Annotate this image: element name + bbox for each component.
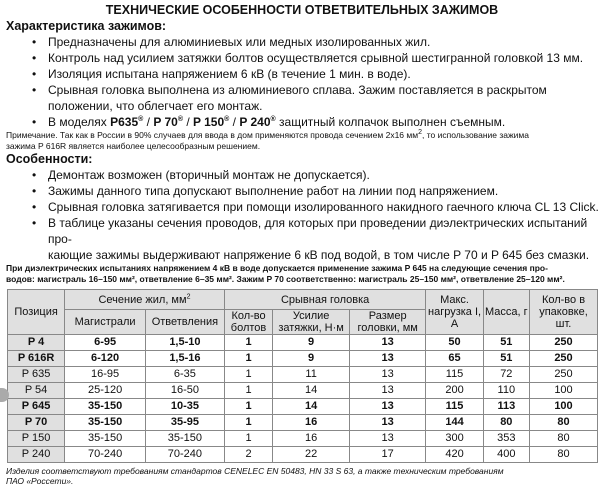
table-row xyxy=(8,351,598,367)
table-cell: 80 xyxy=(530,431,598,447)
table-cell: 80 xyxy=(530,447,598,463)
header-head-group: Срывная головка xyxy=(224,290,426,310)
table-cell: 11 xyxy=(273,367,350,383)
table-cell: 13 xyxy=(349,351,426,367)
table-cell: 10-35 xyxy=(146,399,225,415)
table-cell: 1,5-16 xyxy=(146,351,225,367)
table-row xyxy=(8,383,598,399)
table-cell-position: P 70 xyxy=(8,415,65,431)
table-cell: 250 xyxy=(530,351,598,367)
table-cell: 72 xyxy=(483,367,529,383)
table-cell: 115 xyxy=(426,399,483,415)
list-item: • Зажимы данного типа допускают выполнение работ на линии под напряжением. xyxy=(30,183,604,199)
list-item: • Контроль над усилием затяжки болтов осуществляется срывной шестигранной головкой 13 мм. xyxy=(30,50,604,66)
header-bolts: Кол-во болтов xyxy=(224,310,273,335)
table-cell: 13 xyxy=(349,335,426,351)
model-p240: P 240® xyxy=(239,115,276,129)
table-cell: 1 xyxy=(224,335,273,351)
list-item xyxy=(30,82,604,114)
table-cell: 353 xyxy=(483,431,529,447)
table-cell: 70-240 xyxy=(65,447,146,463)
table-row xyxy=(8,399,598,415)
list-item-text: Срывная головка выполнена из алюминиевого сплава. Зажим поставляется в раскрытом xyxy=(48,83,547,97)
table-cell: 200 xyxy=(426,383,483,399)
model-p150: P 150® xyxy=(193,115,230,129)
table-cell-position: P 54 xyxy=(8,383,65,399)
features-list xyxy=(0,167,604,263)
table-cell: 400 xyxy=(483,447,529,463)
header-mass: Масса, г xyxy=(483,290,529,335)
header-main: Магистрали xyxy=(65,310,146,335)
list-item: • Изоляция испытана напряжением 6 кВ (в течение 1 мин. в воде). xyxy=(30,66,604,82)
table-cell: 144 xyxy=(426,415,483,431)
spec-table xyxy=(7,289,598,463)
header-torque: Усилие затяжки, Н·м xyxy=(273,310,350,335)
table-row xyxy=(8,415,598,431)
table-row xyxy=(8,367,598,383)
list-item: • Срывная головка затягивается при помощи изолированного накидного гаечного ключа CL 13 Click. xyxy=(30,199,604,215)
table-cell: 13 xyxy=(349,399,426,415)
table-cell: 9 xyxy=(273,335,350,351)
table-cell: 51 xyxy=(483,335,529,351)
list-item: • Предназначены для алюминиевых или медных изолированных жил. xyxy=(30,34,604,50)
table-cell: 100 xyxy=(530,399,598,415)
table-cell: 17 xyxy=(349,447,426,463)
table-cell-position: P 635 xyxy=(8,367,65,383)
table-cell: 420 xyxy=(426,447,483,463)
table-row xyxy=(8,431,598,447)
table-cell: 16-50 xyxy=(146,383,225,399)
table-row xyxy=(8,335,598,351)
table-cell: 80 xyxy=(483,415,529,431)
note: Примечание. Так как в России в 90% случаев для ввода в дом применяются провода сечением 2х16 $мм^2$, то использование зажима зажима P 616R является наиболее целесообразным решением. xyxy=(6,129,529,151)
table-cell: 2 xyxy=(224,447,273,463)
models-suffix: защитный колпачок выполнен съемным. xyxy=(279,115,506,129)
table-cell: 9 xyxy=(273,351,350,367)
table-row xyxy=(8,447,598,463)
model-p70: P 70® xyxy=(153,115,183,129)
table-cell: 13 xyxy=(349,367,426,383)
characteristics-list xyxy=(0,34,604,130)
table-cell: 6-120 xyxy=(65,351,146,367)
table-cell-position: P 616R xyxy=(8,351,65,367)
table-cell: 100 xyxy=(530,383,598,399)
table-cell: 35-95 xyxy=(146,415,225,431)
table-cell: 80 xyxy=(530,415,598,431)
header-position: Позиция xyxy=(8,290,65,335)
header-pack: Кол-во в упаковке, шт. xyxy=(530,290,598,335)
table-cell: 1,5-10 xyxy=(146,335,225,351)
table-cell: 35-150 xyxy=(65,415,146,431)
list-item-models: • В моделях P635® / P 70® / P 150® / P 240® защитный колпачок выполнен съемным. xyxy=(30,114,604,130)
table-cell: 13 xyxy=(349,415,426,431)
footer-note: Изделия соответствуют требованиям стандартов CENELEC EN 50483, HN 33 S 63, а также техническим требованиям ПАО «Россети». xyxy=(6,466,504,486)
table-cell: 35-150 xyxy=(146,431,225,447)
table-cell: 6-35 xyxy=(146,367,225,383)
table-cell-position: P 150 xyxy=(8,431,65,447)
table-cell: 6-95 xyxy=(65,335,146,351)
models-prefix: В моделях xyxy=(48,115,107,129)
header-head-size: Размер головки, мм xyxy=(349,310,426,335)
header-load: Макс. нагрузка I, А xyxy=(426,290,483,335)
header-section-group: Сечение жил, $мм^2$ xyxy=(65,290,225,310)
dielectric-note: При диэлектрических испытаниях напряжением 4 кВ в воде допускается применение зажима P 645 на следующие сечения про- водов: магистраль 16–150 мм², ответвление 6–35 мм². Зажим P 70 соответственно: магистраль 25–150 мм², ответвление 25–120 мм². xyxy=(6,263,565,284)
table-cell: 16 xyxy=(273,415,350,431)
features-heading: Особенности: xyxy=(6,152,93,166)
table-cell: 1 xyxy=(224,367,273,383)
list-item-text-cont: положении, что облегчает его монтаж. xyxy=(48,99,263,113)
table-cell: 16 xyxy=(273,431,350,447)
table-cell: 65 xyxy=(426,351,483,367)
table-cell: 110 xyxy=(483,383,529,399)
table-cell: 25-120 xyxy=(65,383,146,399)
table-cell-position: P 645 xyxy=(8,399,65,415)
table-cell: 1 xyxy=(224,399,273,415)
table-cell: 35-150 xyxy=(65,431,146,447)
table-cell: 1 xyxy=(224,351,273,367)
list-item: • Демонтаж возможен (вторичный монтаж не допускается). xyxy=(30,167,604,183)
table-cell: 35-150 xyxy=(65,399,146,415)
table-cell-position: P 240 xyxy=(8,447,65,463)
table-cell: 13 xyxy=(349,431,426,447)
table-cell: 250 xyxy=(530,335,598,351)
table-cell: 13 xyxy=(349,383,426,399)
header-branch: Ответвления xyxy=(146,310,225,335)
page-title: ТЕХНИЧЕСКИЕ ОСОБЕННОСТИ ОТВЕТВИТЕЛЬНЫХ ЗАЖИМОВ xyxy=(105,3,499,17)
list-item: • В таблице указаны сечения проводов, для которых при проведении диэлектрических испытаний про- кающие зажимы выдерживают напряжение 6 кВ под водой, в том числе P 70 и P 645 без смазки. xyxy=(30,215,604,263)
table-cell: 1 xyxy=(224,415,273,431)
characteristics-heading: Характеристика зажимов: xyxy=(6,19,167,33)
table-cell: 16-95 xyxy=(65,367,146,383)
table-cell: 115 xyxy=(426,367,483,383)
table-cell: 1 xyxy=(224,383,273,399)
table-cell-position: P 4 xyxy=(8,335,65,351)
table-cell: 250 xyxy=(530,367,598,383)
table-cell: 50 xyxy=(426,335,483,351)
table-cell: 14 xyxy=(273,399,350,415)
table-cell: 22 xyxy=(273,447,350,463)
table-cell: 300 xyxy=(426,431,483,447)
table-cell: 113 xyxy=(483,399,529,415)
table-cell: 70-240 xyxy=(146,447,225,463)
table-cell: 1 xyxy=(224,431,273,447)
model-p635: P635® xyxy=(110,115,144,129)
table-cell: 14 xyxy=(273,383,350,399)
table-cell: 51 xyxy=(483,351,529,367)
